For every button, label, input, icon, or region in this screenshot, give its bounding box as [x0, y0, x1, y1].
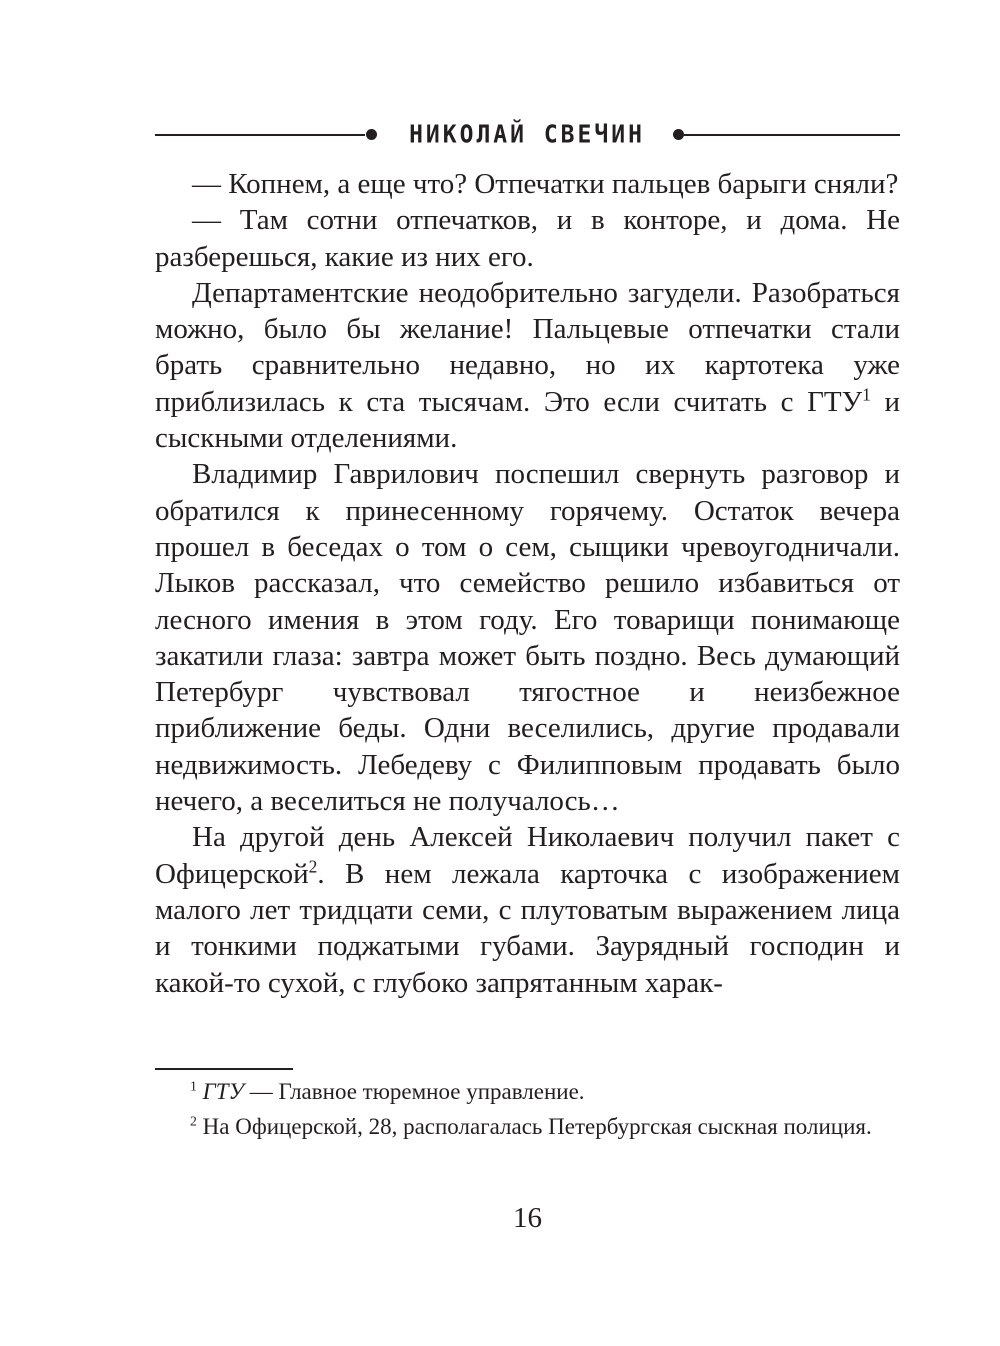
paragraph: — Копнем, а еще что? Отпечатки пальцев барыги сняли? — [192, 168, 899, 200]
main-text — [155, 166, 900, 1001]
paragraph-text: Департаментские неодобрительно загудели. Разобраться можно, было бы желание! Пальцевые отпечатки стали брать сравнительно недавно, но их картотека уже приблизилась к ста тысячам. Это если считать с ГТУ — [155, 276, 900, 418]
footnote-separator — [155, 1068, 293, 1070]
footnote-text: — Главное тюремное управление. — [244, 1079, 585, 1104]
footnote-text: На Офицерской, 28, располагалась Петербургская сыскная полиция. — [202, 1114, 872, 1139]
header-rule-left — [155, 134, 365, 136]
page-number: 16 — [513, 1202, 542, 1234]
paragraph — [155, 275, 900, 456]
footnote — [155, 1112, 900, 1142]
footnote-ref-1[interactable]: 1 — [862, 384, 871, 405]
footnote-mark: 1 — [190, 1078, 197, 1094]
paragraph-text: и сыскными отделениями. — [155, 385, 901, 455]
running-head — [155, 118, 900, 152]
footnote-ref-2[interactable]: 2 — [308, 856, 318, 877]
paragraph-text: На другой день Алексей Николаевич получил пакет с Офицерской — [155, 821, 900, 890]
paragraph: — Там сотни отпечатков, и в конторе, и дома. Не разберешься, какие из них его. — [155, 204, 900, 273]
header-bullet-left — [366, 129, 377, 140]
author-name: НИКОЛАЙ СВЕЧИН — [409, 120, 645, 150]
paragraph-text: . В нем лежала карточка с изображением малого лет тридцати семи, с плутоватым выражением лица и тонкими поджатыми губами. Заурядный господин и какой-то сухой, с глубоко запрятанным харак- — [155, 857, 900, 999]
footnote-mark: 2 — [190, 1113, 197, 1129]
header-rule-right — [684, 134, 900, 136]
paragraph: Владимир Гаврилович поспешил свернуть разговор и обратился к принесенному горячему. Остаток вечера прошел в беседах о том о сем, сыщики чревоугодничали. Лыков рассказал, что семейство решило избавиться от лесного имения в этом году. Его товарищи понимающе закатили глаза: завтра может быть поздно. Весь думающий Петербург чувствовал тягостное и неизбежное приближение беды. Одни веселились, другие продавали недвижимость. Лебедеву с Филипповым продавать было нечего, а веселиться не получалось… — [155, 458, 900, 818]
footnote — [155, 1077, 900, 1107]
footnote-term: ГТУ — [202, 1079, 245, 1104]
footnotes — [155, 1077, 900, 1147]
paragraph — [155, 819, 900, 1000]
header-bullet-right — [673, 129, 684, 140]
